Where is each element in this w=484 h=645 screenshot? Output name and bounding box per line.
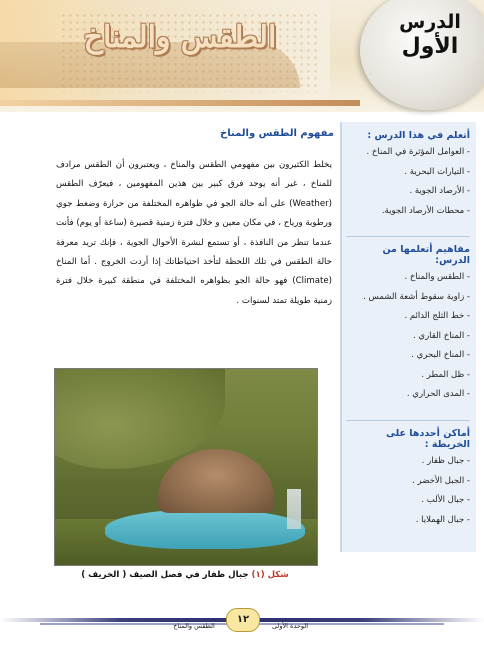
concepts-list xyxy=(346,272,470,399)
places-heading: أماكن أحددها على الخريطة : xyxy=(386,428,470,450)
photo-water xyxy=(105,509,305,549)
photo-waterfall xyxy=(287,489,301,529)
list-item: - التيارات البحرية . xyxy=(404,166,470,177)
page-title: الطقس والمناخ xyxy=(83,20,277,55)
list-item: - الأرصاد الجوية . xyxy=(409,186,470,196)
sidebar-divider xyxy=(346,236,470,237)
title-underline xyxy=(0,100,360,106)
sidebar-divider xyxy=(346,420,470,421)
section-heading: مفهوم الطقس والمناخ xyxy=(220,128,334,139)
list-item: - المدى الحراري . xyxy=(406,389,470,399)
places-list xyxy=(346,456,470,525)
lesson-label xyxy=(380,12,480,59)
lesson-sidebar xyxy=(340,122,476,552)
learn-heading: أتعلم في هذا الدرس : xyxy=(367,130,470,141)
body-paragraph: يخلط الكثيرون بين مفهومي الطقس والمناخ ، ويعتبرون أن الطقس مرادف للمناخ ، غير أنه يوجد فرق كبير بين هذين المفهومين ، فيعرّف الطقس (Weather) على أنه حالة الجو في ظواهره المختلفة من حرارة وضغط جوي ورطوبة ورياح ، في مكان معين و خلال فترة زمنية قصيرة (ساعة أو يوم) فأنت عندما تنظر من النافذة ، أو تستمع لنشرة الأحوال الجوية ، فإنك تريد معرفة حالة الطقس في تلك اللحظة لتأخذ احتياطاتك إذا أردت الخروج . أما المناخ (Climate) فهو حالة الجو بظواهره المختلفة في منطقة كبيرة خلال فترة زمنية طويلة تمتد لسنوات . xyxy=(56,160,332,306)
list-item: - المناخ القاري . xyxy=(413,330,470,341)
list-item: - جبال الألب . xyxy=(421,495,470,505)
concepts-section xyxy=(346,244,470,409)
figure-caption-text: جبال ظفار في فصل الصيف ( الخريف ) xyxy=(81,570,249,580)
footer-topic: الطقس والمناخ xyxy=(173,622,215,630)
lesson-number: الأول xyxy=(401,33,459,59)
places-section xyxy=(346,428,470,534)
figure-label: شكل (١) xyxy=(251,570,289,580)
list-item: - الطقس والمناخ . xyxy=(404,272,470,282)
learn-section xyxy=(346,130,470,225)
list-item: - زاوية سقوط أشعة الشمس . xyxy=(363,291,470,302)
page-number: ١٢ xyxy=(226,608,260,632)
lesson-word: الدرس xyxy=(399,11,461,33)
footer-unit: الوحدة الأولى xyxy=(271,622,309,630)
list-item: - جبال الهملايا . xyxy=(415,514,470,525)
list-item: - المناخ البحري . xyxy=(411,350,470,360)
list-item: - خط الثلج الدائم . xyxy=(404,311,470,321)
figure-caption xyxy=(54,570,316,580)
list-item: - العوامل المؤثرة في المناخ . xyxy=(366,147,470,157)
figure-photo xyxy=(54,368,318,566)
list-item: - محطات الأرصاد الجوية. xyxy=(381,205,470,216)
learn-list xyxy=(346,147,470,216)
list-item: - جبال ظفار . xyxy=(421,456,470,466)
list-item: - ظل المطر . xyxy=(421,369,470,380)
list-item: - الجبل الأخضر . xyxy=(412,475,470,486)
concepts-heading: مفاهيم أتعلمها من الدرس: xyxy=(382,244,470,266)
